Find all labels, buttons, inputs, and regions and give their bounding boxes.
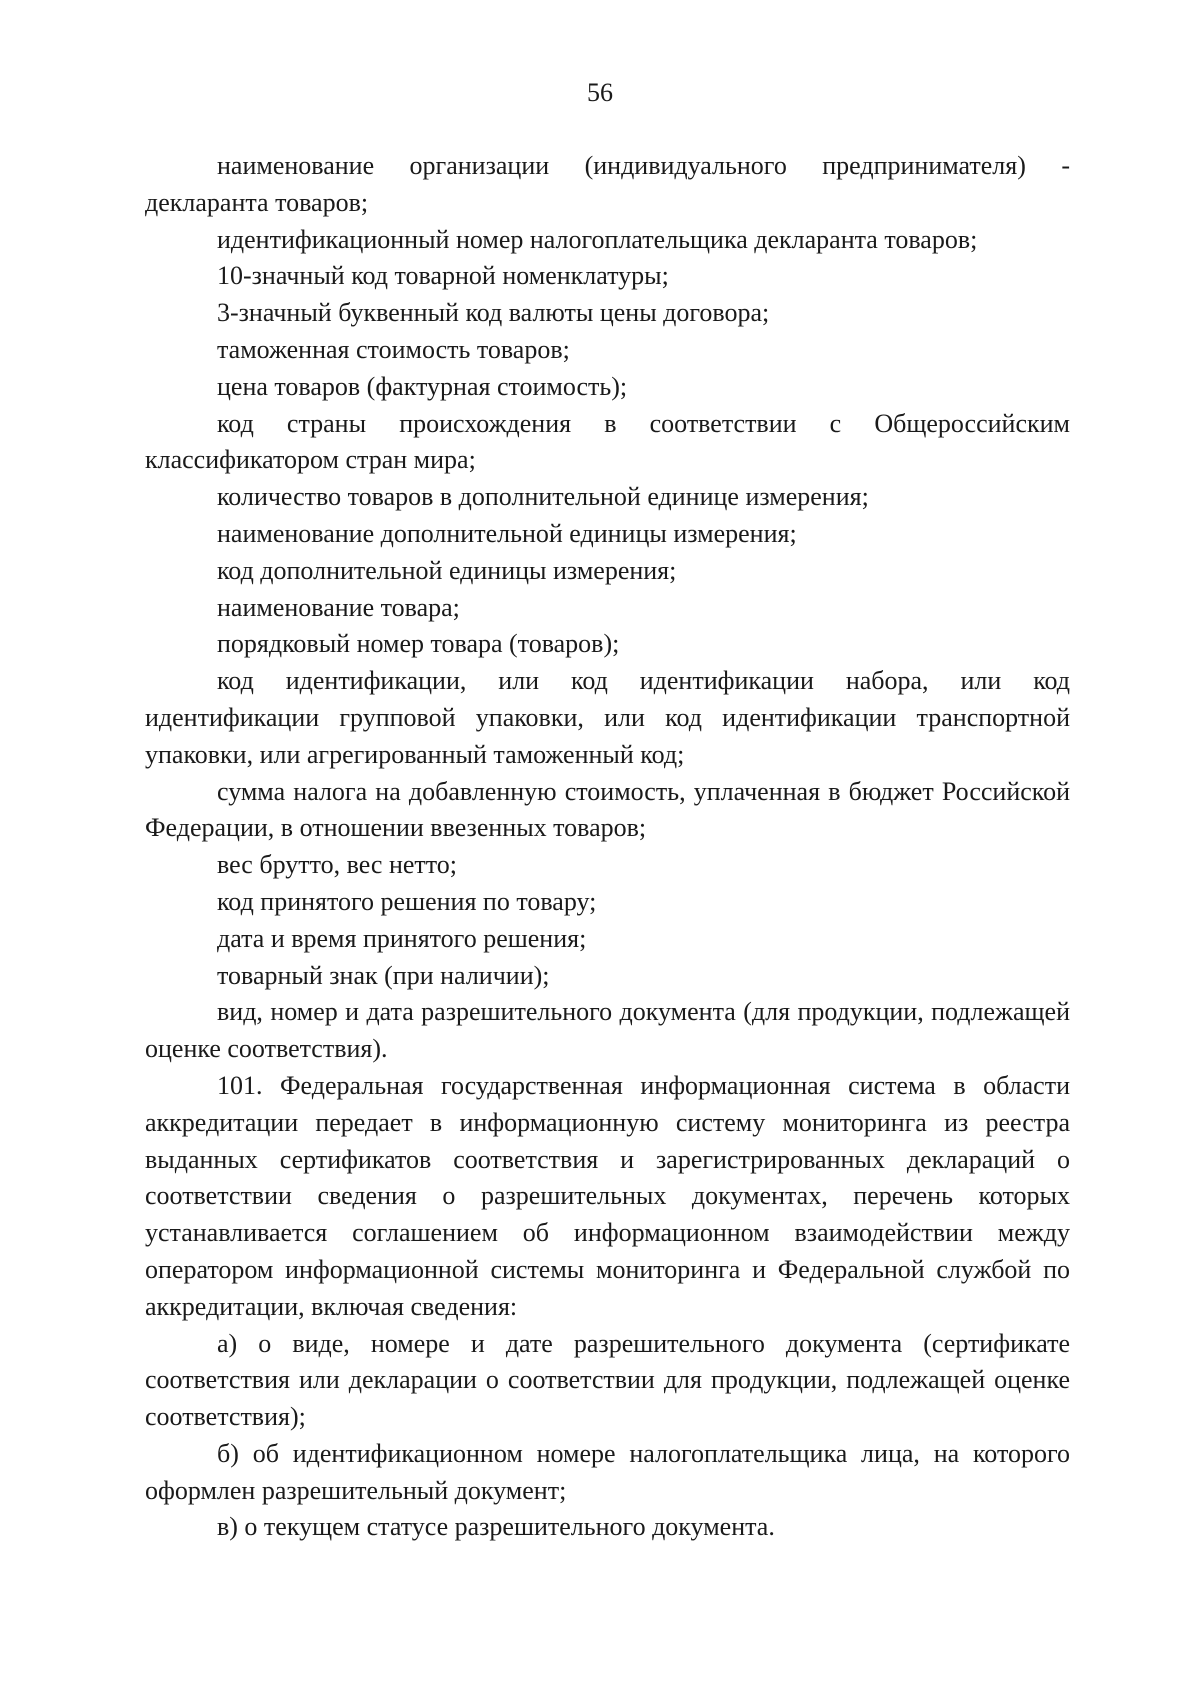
list-item-decision-code: код принятого решения по товару; (217, 886, 597, 916)
clause-101-subitem-a: а) о виде, номере и дате разрешительного документа (сертификате соответствия или декларации о соответствии для продукции, подлежащей оценке соответствия); (145, 1328, 1070, 1432)
page-number: 56 (587, 78, 613, 107)
list-item-additional-unit-name: наименование дополнительной единицы измерения; (217, 518, 797, 548)
list-item-currency-code: 3-значный буквенный код валюты цены договора; (217, 298, 770, 328)
clause-101-subitem-v: в) о текущем статусе разрешительного документа. (217, 1512, 775, 1542)
list-item-invoice-price: цена товаров (фактурная стоимость); (217, 371, 628, 401)
list-item-vat-amount: сумма налога на добавленную стоимость, уплаченная в бюджет Российской Федерации, в отношении ввезенных товаров; (145, 776, 1070, 843)
list-item-additional-unit-quantity: количество товаров в дополнительной единице измерения; (217, 482, 869, 512)
list-item-goods-sequence-number: порядковый номер товара (товаров); (217, 629, 620, 659)
document-body (145, 148, 1070, 1546)
list-item-identification-code: код идентификации, или код идентификации набора, или код идентификации групповой упаковки, или код идентификации транспортной упаковки, или агрегированный таможенный код; (145, 666, 1070, 769)
list-item-declarant-name: наименование организации (индивидуального предпринимателя) - декларанта товаров; (145, 151, 1070, 217)
list-item-permit-document: вид, номер и дата разрешительного документа (для продукции, подлежащей оценке соответствия). (145, 997, 1070, 1064)
clause-101: 101. Федеральная государственная информационная система в области аккредитации передает в информационную систему мониторинга из реестра выданных сертификатов соответствия и зарегистрированных деклараций о соответствии сведения о разрешительных документах, перечень которых устанавливается соглашением об информационном взаимодействии между оператором информационной системы мониторинга и Федеральной службой по аккредитации, включая сведения: (145, 1070, 1070, 1321)
list-item-additional-unit-code: код дополнительной единицы измерения; (217, 555, 677, 585)
list-item-declarant-inn: идентификационный номер налогоплательщика декларанта товаров; (217, 224, 978, 254)
list-item-trademark: товарный знак (при наличии); (217, 960, 550, 990)
list-item-weight: вес брутто, вес нетто; (217, 850, 458, 880)
list-item-origin-country-code: код страны происхождения в соответствии с Общероссийским классификатором стран мира; (145, 408, 1070, 475)
clause-101-subitem-b: б) об идентификационном номере налогоплательщика лица, на которого оформлен разрешительный документ; (145, 1438, 1070, 1505)
list-item-commodity-code: 10-значный код товарной номенклатуры; (217, 261, 669, 291)
list-item-customs-value: таможенная стоимость товаров; (217, 334, 570, 364)
list-item-decision-datetime: дата и время принятого решения; (217, 923, 587, 953)
list-item-goods-name: наименование товара; (217, 592, 460, 622)
